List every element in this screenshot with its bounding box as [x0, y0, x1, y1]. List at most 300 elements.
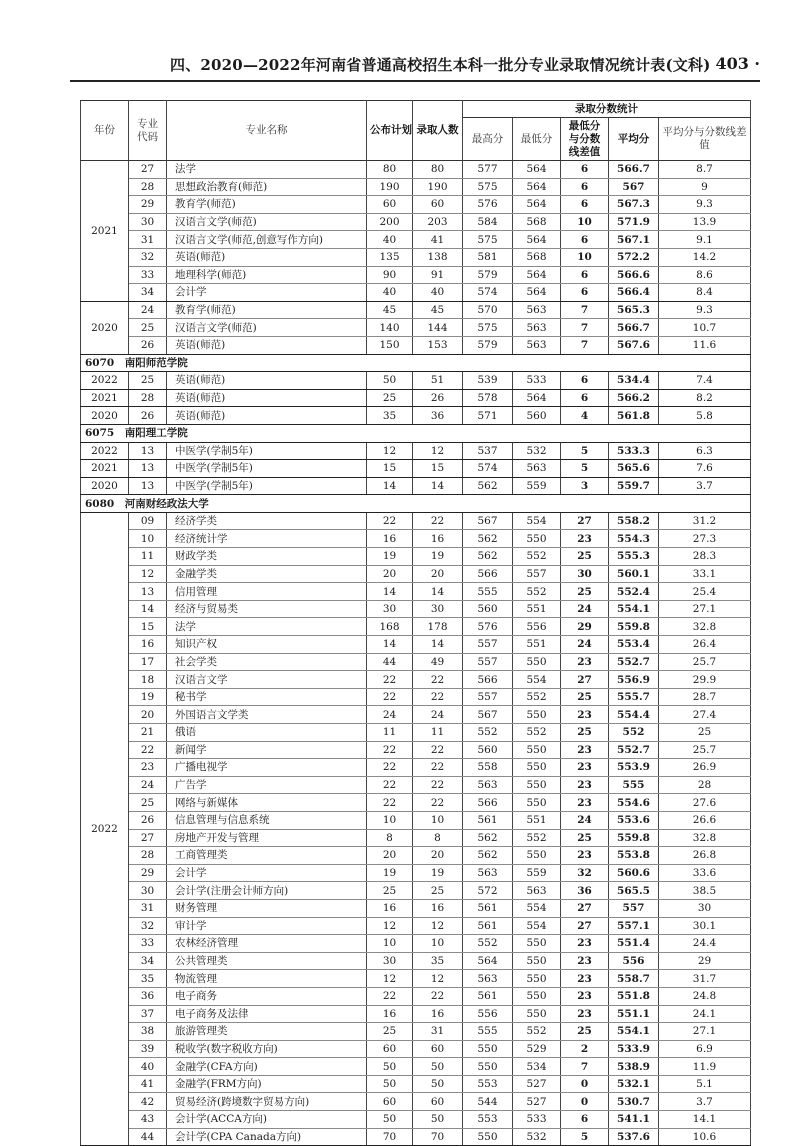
plan-cell: 12 — [367, 917, 413, 935]
avg-diff-cell: 33.6 — [659, 864, 751, 882]
major-name-cell: 农林经济管理 — [167, 935, 367, 953]
table-row — [81, 231, 751, 249]
col-header-year: 年份 — [81, 101, 129, 161]
min-cell: 559 — [513, 477, 561, 495]
avg-cell: 558.2 — [609, 512, 659, 530]
avg-cell: 538.9 — [609, 1058, 659, 1076]
avg-cell: 561.8 — [609, 407, 659, 425]
plan-cell: 16 — [367, 1005, 413, 1023]
plan-cell: 20 — [367, 847, 413, 865]
major-code-cell: 30 — [129, 213, 167, 231]
table-row — [81, 671, 751, 689]
avg-diff-cell: 24.4 — [659, 935, 751, 953]
plan-cell: 90 — [367, 266, 413, 284]
plan-cell: 10 — [367, 935, 413, 953]
max-cell: 567 — [463, 706, 513, 724]
table-row — [81, 301, 751, 319]
table-row — [81, 724, 751, 742]
plan-cell: 30 — [367, 600, 413, 618]
avg-diff-cell: 33.1 — [659, 565, 751, 583]
avg-cell: 554.4 — [609, 706, 659, 724]
min-diff-cell: 23 — [561, 653, 609, 671]
avg-cell: 559.8 — [609, 618, 659, 636]
major-name-cell: 网络与新媒体 — [167, 794, 367, 812]
year-cell: 2021 — [81, 389, 129, 407]
col-header-min: 最低分 — [513, 118, 561, 161]
plan-cell: 40 — [367, 231, 413, 249]
plan-cell: 80 — [367, 161, 413, 179]
min-diff-cell: 27 — [561, 671, 609, 689]
min-cell: 564 — [513, 178, 561, 196]
admitted-cell: 8 — [413, 829, 463, 847]
max-cell: 555 — [463, 1023, 513, 1041]
max-cell: 544 — [463, 1093, 513, 1111]
admitted-cell: 16 — [413, 1005, 463, 1023]
avg-cell: 567 — [609, 178, 659, 196]
table-row — [81, 1111, 751, 1129]
admitted-cell: 11 — [413, 724, 463, 742]
major-code-cell: 13 — [129, 460, 167, 478]
avg-diff-cell: 27.4 — [659, 706, 751, 724]
avg-cell: 555 — [609, 776, 659, 794]
admitted-cell: 10 — [413, 811, 463, 829]
school-name-label: 6070 南阳师范学院 — [81, 354, 751, 372]
min-diff-cell: 5 — [561, 1128, 609, 1146]
avg-diff-cell: 32.8 — [659, 829, 751, 847]
year-cell: 2021 — [81, 161, 129, 302]
plan-cell: 22 — [367, 512, 413, 530]
major-code-cell: 42 — [129, 1093, 167, 1111]
avg-diff-cell: 9.3 — [659, 196, 751, 214]
max-cell: 575 — [463, 178, 513, 196]
admitted-cell: 20 — [413, 847, 463, 865]
min-cell: 554 — [513, 671, 561, 689]
max-cell: 558 — [463, 759, 513, 777]
admission-score-table — [80, 100, 751, 1146]
min-cell: 550 — [513, 970, 561, 988]
admitted-cell: 50 — [413, 1111, 463, 1129]
max-cell: 577 — [463, 161, 513, 179]
avg-diff-cell: 9.3 — [659, 301, 751, 319]
table-row — [81, 653, 751, 671]
table-row — [81, 636, 751, 654]
plan-cell: 25 — [367, 1023, 413, 1041]
min-diff-cell: 27 — [561, 917, 609, 935]
admitted-cell: 22 — [413, 688, 463, 706]
table-row — [81, 178, 751, 196]
plan-cell: 22 — [367, 987, 413, 1005]
avg-cell: 552.4 — [609, 583, 659, 601]
major-code-cell: 34 — [129, 284, 167, 302]
min-diff-cell: 23 — [561, 952, 609, 970]
min-cell: 550 — [513, 847, 561, 865]
admitted-cell: 14 — [413, 583, 463, 601]
max-cell: 571 — [463, 407, 513, 425]
min-cell: 550 — [513, 935, 561, 953]
plan-cell: 45 — [367, 301, 413, 319]
min-diff-cell: 6 — [561, 372, 609, 390]
col-header-max: 最高分 — [463, 118, 513, 161]
min-cell: 527 — [513, 1075, 561, 1093]
plan-cell: 22 — [367, 688, 413, 706]
admitted-cell: 19 — [413, 864, 463, 882]
table-row — [81, 583, 751, 601]
min-cell: 550 — [513, 653, 561, 671]
max-cell: 539 — [463, 372, 513, 390]
admitted-cell: 60 — [413, 196, 463, 214]
min-diff-cell: 0 — [561, 1093, 609, 1111]
avg-diff-cell: 5.8 — [659, 407, 751, 425]
admitted-cell: 35 — [413, 952, 463, 970]
admitted-cell: 16 — [413, 899, 463, 917]
avg-diff-cell: 27.6 — [659, 794, 751, 812]
header-rule — [70, 80, 760, 82]
avg-diff-cell: 25.7 — [659, 741, 751, 759]
avg-cell: 533.9 — [609, 1040, 659, 1058]
admitted-cell: 22 — [413, 741, 463, 759]
major-name-cell: 新闻学 — [167, 741, 367, 759]
admitted-cell: 36 — [413, 407, 463, 425]
major-name-cell: 经济与贸易类 — [167, 600, 367, 618]
max-cell: 550 — [463, 1040, 513, 1058]
col-header-min-diff: 最低分与分数线差值 — [561, 118, 609, 161]
page-number: · 403 · — [704, 54, 760, 73]
avg-diff-cell: 26.4 — [659, 636, 751, 654]
min-cell: 552 — [513, 688, 561, 706]
min-diff-cell: 23 — [561, 987, 609, 1005]
table-row — [81, 688, 751, 706]
major-code-cell: 41 — [129, 1075, 167, 1093]
major-name-cell: 法学 — [167, 618, 367, 636]
major-code-cell: 17 — [129, 653, 167, 671]
admitted-cell: 70 — [413, 1128, 463, 1146]
col-header-stats-group: 录取分数统计 — [463, 101, 751, 118]
max-cell: 562 — [463, 847, 513, 865]
min-diff-cell: 23 — [561, 935, 609, 953]
plan-cell: 168 — [367, 618, 413, 636]
max-cell: 552 — [463, 935, 513, 953]
admitted-cell: 16 — [413, 530, 463, 548]
plan-cell: 20 — [367, 565, 413, 583]
major-name-cell: 电子商务及法律 — [167, 1005, 367, 1023]
major-code-cell: 27 — [129, 161, 167, 179]
major-name-cell: 公共管理类 — [167, 952, 367, 970]
major-code-cell: 26 — [129, 407, 167, 425]
max-cell: 556 — [463, 1005, 513, 1023]
major-name-cell: 信用管理 — [167, 583, 367, 601]
major-name-cell: 财务管理 — [167, 899, 367, 917]
min-cell: 527 — [513, 1093, 561, 1111]
table-row — [81, 530, 751, 548]
school-section-row — [81, 424, 751, 442]
avg-diff-cell: 31.2 — [659, 512, 751, 530]
max-cell: 574 — [463, 284, 513, 302]
avg-diff-cell: 10.6 — [659, 1128, 751, 1146]
admitted-cell: 12 — [413, 917, 463, 935]
table-row — [81, 759, 751, 777]
avg-cell: 552.7 — [609, 741, 659, 759]
major-name-cell: 广播电视学 — [167, 759, 367, 777]
admitted-cell: 10 — [413, 935, 463, 953]
plan-cell: 22 — [367, 776, 413, 794]
min-diff-cell: 27 — [561, 899, 609, 917]
min-cell: 557 — [513, 565, 561, 583]
avg-cell: 565.5 — [609, 882, 659, 900]
min-diff-cell: 24 — [561, 600, 609, 618]
avg-cell: 552.7 — [609, 653, 659, 671]
major-code-cell: 32 — [129, 248, 167, 266]
major-name-cell: 中医学(学制5年) — [167, 442, 367, 460]
avg-cell: 566.7 — [609, 161, 659, 179]
min-diff-cell: 25 — [561, 829, 609, 847]
avg-cell: 556.9 — [609, 671, 659, 689]
admitted-cell: 22 — [413, 987, 463, 1005]
admitted-cell: 144 — [413, 319, 463, 337]
max-cell: 537 — [463, 442, 513, 460]
major-name-cell: 教育学(师范) — [167, 196, 367, 214]
max-cell: 561 — [463, 987, 513, 1005]
plan-cell: 22 — [367, 794, 413, 812]
major-code-cell: 21 — [129, 724, 167, 742]
table-body — [81, 161, 751, 1146]
avg-diff-cell: 26.8 — [659, 847, 751, 865]
avg-cell: 572.2 — [609, 248, 659, 266]
avg-cell: 551.8 — [609, 987, 659, 1005]
plan-cell: 60 — [367, 1040, 413, 1058]
min-diff-cell: 23 — [561, 741, 609, 759]
admitted-cell: 50 — [413, 1058, 463, 1076]
table-row — [81, 266, 751, 284]
major-name-cell: 房地产开发与管理 — [167, 829, 367, 847]
min-cell: 550 — [513, 987, 561, 1005]
plan-cell: 24 — [367, 706, 413, 724]
max-cell: 562 — [463, 829, 513, 847]
year-cell: 2020 — [81, 477, 129, 495]
max-cell: 561 — [463, 811, 513, 829]
admitted-cell: 178 — [413, 618, 463, 636]
major-name-cell: 税收学(数字税收方向) — [167, 1040, 367, 1058]
min-cell: 563 — [513, 301, 561, 319]
avg-cell: 560.6 — [609, 864, 659, 882]
table-row — [81, 882, 751, 900]
min-diff-cell: 23 — [561, 530, 609, 548]
avg-diff-cell: 24.8 — [659, 987, 751, 1005]
plan-cell: 12 — [367, 442, 413, 460]
min-diff-cell: 6 — [561, 178, 609, 196]
plan-cell: 135 — [367, 248, 413, 266]
min-diff-cell: 4 — [561, 407, 609, 425]
major-code-cell: 26 — [129, 811, 167, 829]
admitted-cell: 80 — [413, 161, 463, 179]
avg-diff-cell: 8.4 — [659, 284, 751, 302]
year-cell: 2022 — [81, 512, 129, 1145]
max-cell: 566 — [463, 794, 513, 812]
min-diff-cell: 7 — [561, 319, 609, 337]
min-cell: 564 — [513, 266, 561, 284]
major-code-cell: 24 — [129, 301, 167, 319]
table-row — [81, 1005, 751, 1023]
table-row — [81, 1040, 751, 1058]
major-code-cell: 25 — [129, 319, 167, 337]
admitted-cell: 19 — [413, 548, 463, 566]
major-name-cell: 金融学类 — [167, 565, 367, 583]
avg-cell: 567.3 — [609, 196, 659, 214]
min-diff-cell: 23 — [561, 706, 609, 724]
table-row — [81, 1058, 751, 1076]
plan-cell: 14 — [367, 583, 413, 601]
avg-cell: 567.6 — [609, 336, 659, 354]
page-header — [70, 50, 760, 78]
year-cell: 2021 — [81, 460, 129, 478]
max-cell: 550 — [463, 1058, 513, 1076]
major-code-cell: 36 — [129, 987, 167, 1005]
col-header-avg: 平均分 — [609, 118, 659, 161]
avg-cell: 557.1 — [609, 917, 659, 935]
table-row — [81, 477, 751, 495]
major-name-cell: 汉语言文学(师范,创意写作方向) — [167, 231, 367, 249]
table-row — [81, 970, 751, 988]
page-title: 四、2020—2022年河南省普通高校招生本科一批分专业录取情况统计表(文科) — [170, 56, 711, 74]
major-name-cell: 知识产权 — [167, 636, 367, 654]
min-diff-cell: 36 — [561, 882, 609, 900]
min-cell: 564 — [513, 389, 561, 407]
max-cell: 552 — [463, 724, 513, 742]
year-cell: 2020 — [81, 407, 129, 425]
min-cell: 563 — [513, 882, 561, 900]
avg-cell: 558.7 — [609, 970, 659, 988]
avg-diff-cell: 24.1 — [659, 1005, 751, 1023]
min-diff-cell: 6 — [561, 161, 609, 179]
avg-cell: 554.6 — [609, 794, 659, 812]
avg-diff-cell: 7.6 — [659, 460, 751, 478]
admitted-cell: 153 — [413, 336, 463, 354]
avg-diff-cell: 13.9 — [659, 213, 751, 231]
min-cell: 550 — [513, 759, 561, 777]
admitted-cell: 15 — [413, 460, 463, 478]
max-cell: 557 — [463, 636, 513, 654]
plan-cell: 140 — [367, 319, 413, 337]
avg-diff-cell: 8.6 — [659, 266, 751, 284]
major-name-cell: 经济学类 — [167, 512, 367, 530]
avg-cell: 571.9 — [609, 213, 659, 231]
major-code-cell: 31 — [129, 899, 167, 917]
plan-cell: 22 — [367, 671, 413, 689]
max-cell: 562 — [463, 548, 513, 566]
avg-diff-cell: 29.9 — [659, 671, 751, 689]
avg-diff-cell: 28.3 — [659, 548, 751, 566]
admitted-cell: 45 — [413, 301, 463, 319]
max-cell: 562 — [463, 530, 513, 548]
table-row — [81, 1093, 751, 1111]
major-code-cell: 28 — [129, 178, 167, 196]
major-name-cell: 汉语言文学(师范) — [167, 319, 367, 337]
major-name-cell: 英语(师范) — [167, 407, 367, 425]
admitted-cell: 22 — [413, 794, 463, 812]
major-name-cell: 汉语言文学 — [167, 671, 367, 689]
admitted-cell: 190 — [413, 178, 463, 196]
major-name-cell: 英语(师范) — [167, 372, 367, 390]
major-code-cell: 31 — [129, 231, 167, 249]
max-cell: 566 — [463, 565, 513, 583]
avg-cell: 555.3 — [609, 548, 659, 566]
max-cell: 584 — [463, 213, 513, 231]
max-cell: 561 — [463, 899, 513, 917]
plan-cell: 11 — [367, 724, 413, 742]
major-code-cell: 44 — [129, 1128, 167, 1146]
avg-diff-cell: 6.9 — [659, 1040, 751, 1058]
table-row — [81, 565, 751, 583]
admitted-cell: 60 — [413, 1040, 463, 1058]
min-diff-cell: 23 — [561, 1005, 609, 1023]
min-diff-cell: 6 — [561, 389, 609, 407]
major-code-cell: 35 — [129, 970, 167, 988]
major-code-cell: 30 — [129, 882, 167, 900]
admitted-cell: 50 — [413, 1075, 463, 1093]
major-name-cell: 外国语言文学类 — [167, 706, 367, 724]
avg-cell: 566.2 — [609, 389, 659, 407]
admitted-cell: 138 — [413, 248, 463, 266]
min-diff-cell: 0 — [561, 1075, 609, 1093]
table-row — [81, 1023, 751, 1041]
min-cell: 551 — [513, 600, 561, 618]
max-cell: 564 — [463, 952, 513, 970]
avg-cell: 565.3 — [609, 301, 659, 319]
avg-diff-cell: 32.8 — [659, 618, 751, 636]
max-cell: 574 — [463, 460, 513, 478]
table-row — [81, 811, 751, 829]
avg-cell: 554.1 — [609, 1023, 659, 1041]
table-row — [81, 213, 751, 231]
admitted-cell: 40 — [413, 284, 463, 302]
max-cell: 557 — [463, 688, 513, 706]
avg-diff-cell: 28 — [659, 776, 751, 794]
min-cell: 550 — [513, 952, 561, 970]
admitted-cell: 22 — [413, 671, 463, 689]
avg-cell: 532.1 — [609, 1075, 659, 1093]
min-diff-cell: 7 — [561, 336, 609, 354]
major-code-cell: 28 — [129, 847, 167, 865]
min-cell: 550 — [513, 1005, 561, 1023]
max-cell: 567 — [463, 512, 513, 530]
max-cell: 555 — [463, 583, 513, 601]
min-diff-cell: 3 — [561, 477, 609, 495]
major-name-cell: 地理科学(师范) — [167, 266, 367, 284]
major-name-cell: 会计学 — [167, 284, 367, 302]
avg-cell: 565.6 — [609, 460, 659, 478]
min-cell: 552 — [513, 829, 561, 847]
max-cell: 561 — [463, 917, 513, 935]
plan-cell: 19 — [367, 548, 413, 566]
avg-cell: 553.8 — [609, 847, 659, 865]
major-name-cell: 会计学(注册会计师方向) — [167, 882, 367, 900]
avg-cell: 566.4 — [609, 284, 659, 302]
min-diff-cell: 5 — [561, 442, 609, 460]
avg-cell: 530.7 — [609, 1093, 659, 1111]
year-cell: 2022 — [81, 442, 129, 460]
major-code-cell: 40 — [129, 1058, 167, 1076]
col-header-avg-diff: 平均分与分数线差值 — [659, 118, 751, 161]
min-diff-cell: 23 — [561, 759, 609, 777]
min-cell: 568 — [513, 213, 561, 231]
min-cell: 552 — [513, 548, 561, 566]
avg-diff-cell: 38.5 — [659, 882, 751, 900]
avg-diff-cell: 11.6 — [659, 336, 751, 354]
major-code-cell: 24 — [129, 776, 167, 794]
table-row — [81, 917, 751, 935]
min-diff-cell: 7 — [561, 1058, 609, 1076]
table-row — [81, 442, 751, 460]
min-diff-cell: 7 — [561, 301, 609, 319]
